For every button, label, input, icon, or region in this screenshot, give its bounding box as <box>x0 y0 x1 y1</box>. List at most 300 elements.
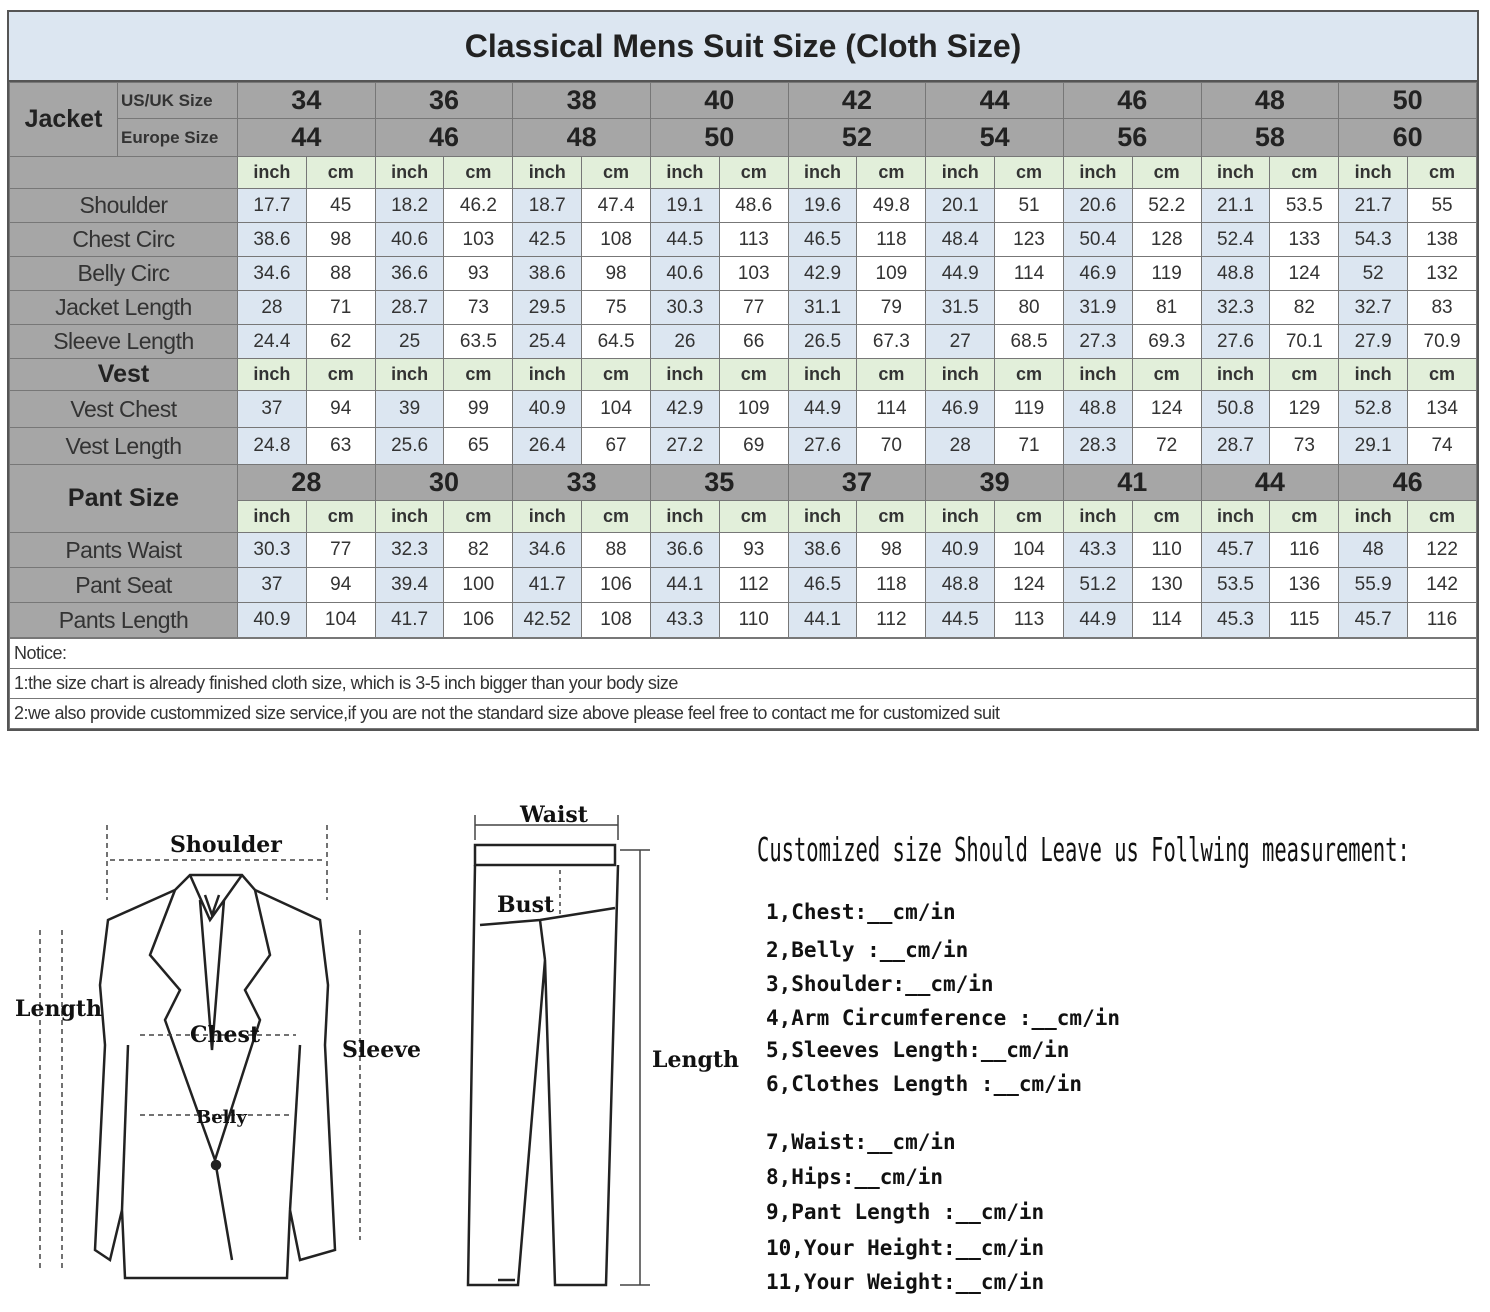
pant-size: 35 <box>650 465 788 501</box>
measurement-item: 7,Waist:__cm/in <box>766 1130 956 1154</box>
value-cell: 36.6 <box>650 533 719 568</box>
unit-cm: cm <box>1408 359 1477 391</box>
pant-size: 28 <box>238 465 376 501</box>
unit-inch: inch <box>1201 501 1270 533</box>
value-cell: 32.3 <box>375 533 444 568</box>
unit-cm: cm <box>1132 501 1201 533</box>
row-label: Shoulder <box>10 189 238 223</box>
value-cell: 129 <box>1270 391 1339 428</box>
value-cell: 24.8 <box>238 428 307 465</box>
waist-label: Waist <box>520 802 588 828</box>
value-cell: 46.5 <box>788 223 857 257</box>
unit-cm: cm <box>857 359 926 391</box>
value-cell: 20.1 <box>926 189 995 223</box>
value-cell: 119 <box>1132 257 1201 291</box>
value-cell: 75 <box>582 291 651 325</box>
value-cell: 123 <box>995 223 1064 257</box>
value-cell: 44.5 <box>650 223 719 257</box>
value-cell: 28.7 <box>1201 428 1270 465</box>
value-cell: 46.9 <box>926 391 995 428</box>
unit-cm: cm <box>995 157 1064 189</box>
unit-cm: cm <box>1270 359 1339 391</box>
value-cell: 44.9 <box>788 391 857 428</box>
value-cell: 48.6 <box>719 189 788 223</box>
unit-cm: cm <box>1270 157 1339 189</box>
value-cell: 83 <box>1408 291 1477 325</box>
value-cell: 37 <box>238 391 307 428</box>
value-cell: 77 <box>719 291 788 325</box>
notice-line-2: 2:we also provide custommized size service,if you are not the standard size above please feel free to contact me for customized suit <box>10 699 1477 729</box>
unit-inch: inch <box>1063 501 1132 533</box>
value-cell: 27.9 <box>1339 325 1408 359</box>
value-cell: 45.7 <box>1201 533 1270 568</box>
value-cell: 81 <box>1132 291 1201 325</box>
europe-size: 44 <box>238 119 376 157</box>
value-cell: 47.4 <box>582 189 651 223</box>
unit-inch: inch <box>513 359 582 391</box>
value-cell: 44.5 <box>926 603 995 638</box>
unit-cm: cm <box>857 501 926 533</box>
value-cell: 72 <box>1132 428 1201 465</box>
value-cell: 42.9 <box>788 257 857 291</box>
value-cell: 48.4 <box>926 223 995 257</box>
measurement-item: 10,Your Height:__cm/in <box>766 1236 1045 1260</box>
value-cell: 51.2 <box>1063 568 1132 603</box>
table-row <box>10 533 1477 568</box>
unit-cm: cm <box>582 501 651 533</box>
measurement-item: 1,Chest:__cm/in <box>766 900 956 924</box>
value-cell: 31.1 <box>788 291 857 325</box>
value-cell: 48.8 <box>926 568 995 603</box>
row-label: Pant Seat <box>10 568 238 603</box>
europe-size: 54 <box>926 119 1064 157</box>
value-cell: 36.6 <box>375 257 444 291</box>
row-label: Vest Chest <box>10 391 238 428</box>
value-cell: 40.6 <box>375 223 444 257</box>
value-cell: 18.7 <box>513 189 582 223</box>
value-cell: 37 <box>238 568 307 603</box>
table-row <box>10 428 1477 465</box>
row-label: Pants Waist <box>10 533 238 568</box>
value-cell: 69.3 <box>1132 325 1201 359</box>
value-cell: 25.4 <box>513 325 582 359</box>
value-cell: 48.8 <box>1201 257 1270 291</box>
value-cell: 55 <box>1408 189 1477 223</box>
size-table <box>9 82 1477 638</box>
jacket-label: Jacket <box>10 83 118 157</box>
unit-inch: inch <box>650 359 719 391</box>
measurement-item: 8,Hips:__cm/in <box>766 1165 944 1189</box>
value-cell: 40.9 <box>513 391 582 428</box>
unit-inch: inch <box>375 501 444 533</box>
unit-cm: cm <box>444 501 513 533</box>
value-cell: 27.2 <box>650 428 719 465</box>
value-cell: 43.3 <box>650 603 719 638</box>
europe-size: 60 <box>1339 119 1477 157</box>
value-cell: 32.7 <box>1339 291 1408 325</box>
value-cell: 32.3 <box>1201 291 1270 325</box>
value-cell: 64.5 <box>582 325 651 359</box>
value-cell: 130 <box>1132 568 1201 603</box>
value-cell: 128 <box>1132 223 1201 257</box>
us-uk-size-label: US/UK Size <box>118 83 238 119</box>
us-uk-size: 48 <box>1201 83 1339 119</box>
value-cell: 115 <box>1270 603 1339 638</box>
row-label: Jacket Length <box>10 291 238 325</box>
value-cell: 79 <box>857 291 926 325</box>
value-cell: 124 <box>995 568 1064 603</box>
value-cell: 70.9 <box>1408 325 1477 359</box>
unit-cm: cm <box>995 501 1064 533</box>
value-cell: 94 <box>306 568 375 603</box>
value-cell: 110 <box>719 603 788 638</box>
value-cell: 99 <box>444 391 513 428</box>
value-cell: 93 <box>719 533 788 568</box>
value-cell: 109 <box>719 391 788 428</box>
value-cell: 40.9 <box>926 533 995 568</box>
value-cell: 50.4 <box>1063 223 1132 257</box>
value-cell: 63.5 <box>444 325 513 359</box>
unit-inch: inch <box>650 157 719 189</box>
value-cell: 52.4 <box>1201 223 1270 257</box>
value-cell: 30.3 <box>238 533 307 568</box>
value-cell: 46.5 <box>788 568 857 603</box>
pant-size: 39 <box>926 465 1064 501</box>
value-cell: 94 <box>306 391 375 428</box>
value-cell: 109 <box>857 257 926 291</box>
value-cell: 80 <box>995 291 1064 325</box>
value-cell: 18.2 <box>375 189 444 223</box>
value-cell: 65 <box>444 428 513 465</box>
us-uk-size: 38 <box>513 83 651 119</box>
value-cell: 45 <box>306 189 375 223</box>
value-cell: 98 <box>306 223 375 257</box>
value-cell: 41.7 <box>513 568 582 603</box>
value-cell: 44.9 <box>1063 603 1132 638</box>
value-cell: 25 <box>375 325 444 359</box>
table-row <box>10 568 1477 603</box>
value-cell: 21.7 <box>1339 189 1408 223</box>
table-row <box>10 257 1477 291</box>
value-cell: 110 <box>1132 533 1201 568</box>
pant-size: 37 <box>788 465 926 501</box>
table-row <box>10 325 1477 359</box>
unit-inch: inch <box>375 157 444 189</box>
measurement-item: 11,Your Weight:__cm/in <box>766 1270 1045 1294</box>
value-cell: 27.6 <box>1201 325 1270 359</box>
measurement-item: 3,Shoulder:__cm/in <box>766 972 994 996</box>
value-cell: 98 <box>857 533 926 568</box>
value-cell: 26.5 <box>788 325 857 359</box>
value-cell: 124 <box>1132 391 1201 428</box>
length-label: Length <box>15 996 103 1022</box>
value-cell: 136 <box>1270 568 1339 603</box>
value-cell: 50.8 <box>1201 391 1270 428</box>
value-cell: 21.1 <box>1201 189 1270 223</box>
value-cell: 28.7 <box>375 291 444 325</box>
unit-inch: inch <box>1063 157 1132 189</box>
value-cell: 53.5 <box>1201 568 1270 603</box>
value-cell: 41.7 <box>375 603 444 638</box>
value-cell: 103 <box>719 257 788 291</box>
value-cell: 73 <box>444 291 513 325</box>
value-cell: 53.5 <box>1270 189 1339 223</box>
value-cell: 55.9 <box>1339 568 1408 603</box>
value-cell: 54.3 <box>1339 223 1408 257</box>
value-cell: 69 <box>719 428 788 465</box>
value-cell: 114 <box>1132 603 1201 638</box>
value-cell: 26.4 <box>513 428 582 465</box>
value-cell: 42.9 <box>650 391 719 428</box>
value-cell: 88 <box>306 257 375 291</box>
value-cell: 119 <box>995 391 1064 428</box>
value-cell: 142 <box>1408 568 1477 603</box>
value-cell: 134 <box>1408 391 1477 428</box>
notice-line-1: 1:the size chart is already finished cloth size, which is 3-5 inch bigger than your body size <box>10 669 1477 699</box>
value-cell: 31.9 <box>1063 291 1132 325</box>
value-cell: 93 <box>444 257 513 291</box>
value-cell: 46.9 <box>1063 257 1132 291</box>
value-cell: 118 <box>857 223 926 257</box>
unit-inch: inch <box>1339 359 1408 391</box>
unit-cm: cm <box>306 501 375 533</box>
value-cell: 77 <box>306 533 375 568</box>
value-cell: 40.6 <box>650 257 719 291</box>
measurements-title: Customized size Should Leave us Follwing measurement: <box>757 830 1410 869</box>
row-label: Chest Circ <box>10 223 238 257</box>
value-cell: 113 <box>995 603 1064 638</box>
unit-cm: cm <box>444 157 513 189</box>
jacket-illustration <box>95 875 335 1278</box>
value-cell: 38.6 <box>788 533 857 568</box>
unit-cm: cm <box>1408 501 1477 533</box>
value-cell: 138 <box>1408 223 1477 257</box>
unit-cm: cm <box>719 359 788 391</box>
value-cell: 67.3 <box>857 325 926 359</box>
value-cell: 106 <box>582 568 651 603</box>
pant-size: 46 <box>1339 465 1477 501</box>
unit-cm: cm <box>582 359 651 391</box>
value-cell: 48.8 <box>1063 391 1132 428</box>
value-cell: 70 <box>857 428 926 465</box>
pant-size: 44 <box>1201 465 1339 501</box>
value-cell: 118 <box>857 568 926 603</box>
value-cell: 114 <box>995 257 1064 291</box>
unit-inch: inch <box>926 359 995 391</box>
chest-label: Chest <box>190 1022 261 1048</box>
unit-inch: inch <box>788 157 857 189</box>
table-row <box>10 119 1477 157</box>
value-cell: 38.6 <box>513 257 582 291</box>
vest-label: Vest <box>10 359 238 391</box>
value-cell: 34.6 <box>513 533 582 568</box>
value-cell: 31.5 <box>926 291 995 325</box>
value-cell: 73 <box>1270 428 1339 465</box>
value-cell: 20.6 <box>1063 189 1132 223</box>
pant-length-label: Length <box>652 1047 740 1073</box>
measurement-item: 2,Belly :__cm/in <box>766 938 969 962</box>
value-cell: 52 <box>1339 257 1408 291</box>
measurement-item: 5,Sleeves Length:__cm/in <box>766 1038 1070 1062</box>
unit-inch: inch <box>1339 157 1408 189</box>
value-cell: 48 <box>1339 533 1408 568</box>
value-cell: 24.4 <box>238 325 307 359</box>
value-cell: 29.5 <box>513 291 582 325</box>
pant-size: 41 <box>1063 465 1201 501</box>
unit-cm: cm <box>1132 157 1201 189</box>
unit-inch: inch <box>1201 359 1270 391</box>
chart-title: Classical Mens Suit Size (Cloth Size) <box>9 12 1477 82</box>
value-cell: 25.6 <box>375 428 444 465</box>
value-cell: 30.3 <box>650 291 719 325</box>
measurement-item: 6,Clothes Length :__cm/in <box>766 1072 1083 1096</box>
value-cell: 104 <box>582 391 651 428</box>
unit-inch: inch <box>238 359 307 391</box>
value-cell: 132 <box>1408 257 1477 291</box>
unit-inch: inch <box>375 359 444 391</box>
value-cell: 26 <box>650 325 719 359</box>
value-cell: 39 <box>375 391 444 428</box>
row-label: Sleeve Length <box>10 325 238 359</box>
unit-inch: inch <box>650 501 719 533</box>
row-label: Vest Length <box>10 428 238 465</box>
notice-table <box>9 638 1477 729</box>
value-cell: 29.1 <box>1339 428 1408 465</box>
us-uk-size: 40 <box>650 83 788 119</box>
table-row <box>10 465 1477 501</box>
value-cell: 46.2 <box>444 189 513 223</box>
value-cell: 82 <box>1270 291 1339 325</box>
value-cell: 52.2 <box>1132 189 1201 223</box>
value-cell: 45.3 <box>1201 603 1270 638</box>
value-cell: 116 <box>1270 533 1339 568</box>
value-cell: 108 <box>582 603 651 638</box>
value-cell: 27 <box>926 325 995 359</box>
pant-size: 33 <box>513 465 651 501</box>
value-cell: 63 <box>306 428 375 465</box>
unit-cm: cm <box>306 157 375 189</box>
value-cell: 38.6 <box>238 223 307 257</box>
unit-cm: cm <box>995 359 1064 391</box>
unit-cm: cm <box>719 501 788 533</box>
us-uk-size: 46 <box>1063 83 1201 119</box>
value-cell: 106 <box>444 603 513 638</box>
value-cell: 114 <box>857 391 926 428</box>
size-chart <box>7 10 1479 731</box>
europe-size-label: Europe Size <box>118 119 238 157</box>
unit-cm: cm <box>1132 359 1201 391</box>
value-cell: 124 <box>1270 257 1339 291</box>
value-cell: 27.3 <box>1063 325 1132 359</box>
europe-size: 52 <box>788 119 926 157</box>
value-cell: 82 <box>444 533 513 568</box>
row-label: Pants Length <box>10 603 238 638</box>
value-cell: 112 <box>857 603 926 638</box>
value-cell: 71 <box>306 291 375 325</box>
units-header-blank <box>10 157 238 189</box>
unit-inch: inch <box>1201 157 1270 189</box>
value-cell: 70.1 <box>1270 325 1339 359</box>
europe-size: 48 <box>513 119 651 157</box>
unit-cm: cm <box>1270 501 1339 533</box>
unit-cm: cm <box>306 359 375 391</box>
table-row <box>10 359 1477 391</box>
unit-inch: inch <box>238 157 307 189</box>
value-cell: 71 <box>995 428 1064 465</box>
us-uk-size: 50 <box>1339 83 1477 119</box>
unit-inch: inch <box>1063 359 1132 391</box>
value-cell: 19.6 <box>788 189 857 223</box>
value-cell: 113 <box>719 223 788 257</box>
notice-heading: Notice: <box>10 639 1477 669</box>
value-cell: 74 <box>1408 428 1477 465</box>
value-cell: 28 <box>926 428 995 465</box>
value-cell: 67 <box>582 428 651 465</box>
measurement-item: 9,Pant Length :__cm/in <box>766 1200 1045 1224</box>
row-label: Belly Circ <box>10 257 238 291</box>
unit-inch: inch <box>788 359 857 391</box>
value-cell: 116 <box>1408 603 1477 638</box>
value-cell: 42.52 <box>513 603 582 638</box>
unit-cm: cm <box>444 359 513 391</box>
value-cell: 43.3 <box>1063 533 1132 568</box>
unit-inch: inch <box>1339 501 1408 533</box>
value-cell: 104 <box>995 533 1064 568</box>
unit-inch: inch <box>238 501 307 533</box>
unit-cm: cm <box>857 157 926 189</box>
value-cell: 104 <box>306 603 375 638</box>
europe-size: 56 <box>1063 119 1201 157</box>
value-cell: 66 <box>719 325 788 359</box>
value-cell: 122 <box>1408 533 1477 568</box>
value-cell: 68.5 <box>995 325 1064 359</box>
value-cell: 28.3 <box>1063 428 1132 465</box>
unit-inch: inch <box>513 157 582 189</box>
unit-cm: cm <box>582 157 651 189</box>
unit-inch: inch <box>513 501 582 533</box>
value-cell: 51 <box>995 189 1064 223</box>
value-cell: 133 <box>1270 223 1339 257</box>
table-row <box>10 603 1477 638</box>
value-cell: 19.1 <box>650 189 719 223</box>
table-row <box>10 157 1477 189</box>
value-cell: 88 <box>582 533 651 568</box>
unit-cm: cm <box>1408 157 1477 189</box>
us-uk-size: 36 <box>375 83 513 119</box>
value-cell: 112 <box>719 568 788 603</box>
value-cell: 17.7 <box>238 189 307 223</box>
value-cell: 100 <box>444 568 513 603</box>
value-cell: 44.1 <box>788 603 857 638</box>
us-uk-size: 34 <box>238 83 376 119</box>
europe-size: 58 <box>1201 119 1339 157</box>
value-cell: 39.4 <box>375 568 444 603</box>
value-cell: 52.8 <box>1339 391 1408 428</box>
value-cell: 108 <box>582 223 651 257</box>
value-cell: 98 <box>582 257 651 291</box>
pant-size-label: Pant Size <box>10 465 238 533</box>
sleeve-label: Sleeve <box>342 1037 422 1063</box>
unit-inch: inch <box>788 501 857 533</box>
value-cell: 42.5 <box>513 223 582 257</box>
unit-inch: inch <box>926 501 995 533</box>
unit-inch: inch <box>926 157 995 189</box>
measurement-item: 4,Arm Circumference :__cm/in <box>766 1006 1121 1030</box>
table-row <box>10 391 1477 428</box>
value-cell: 34.6 <box>238 257 307 291</box>
pant-size: 30 <box>375 465 513 501</box>
europe-size: 50 <box>650 119 788 157</box>
